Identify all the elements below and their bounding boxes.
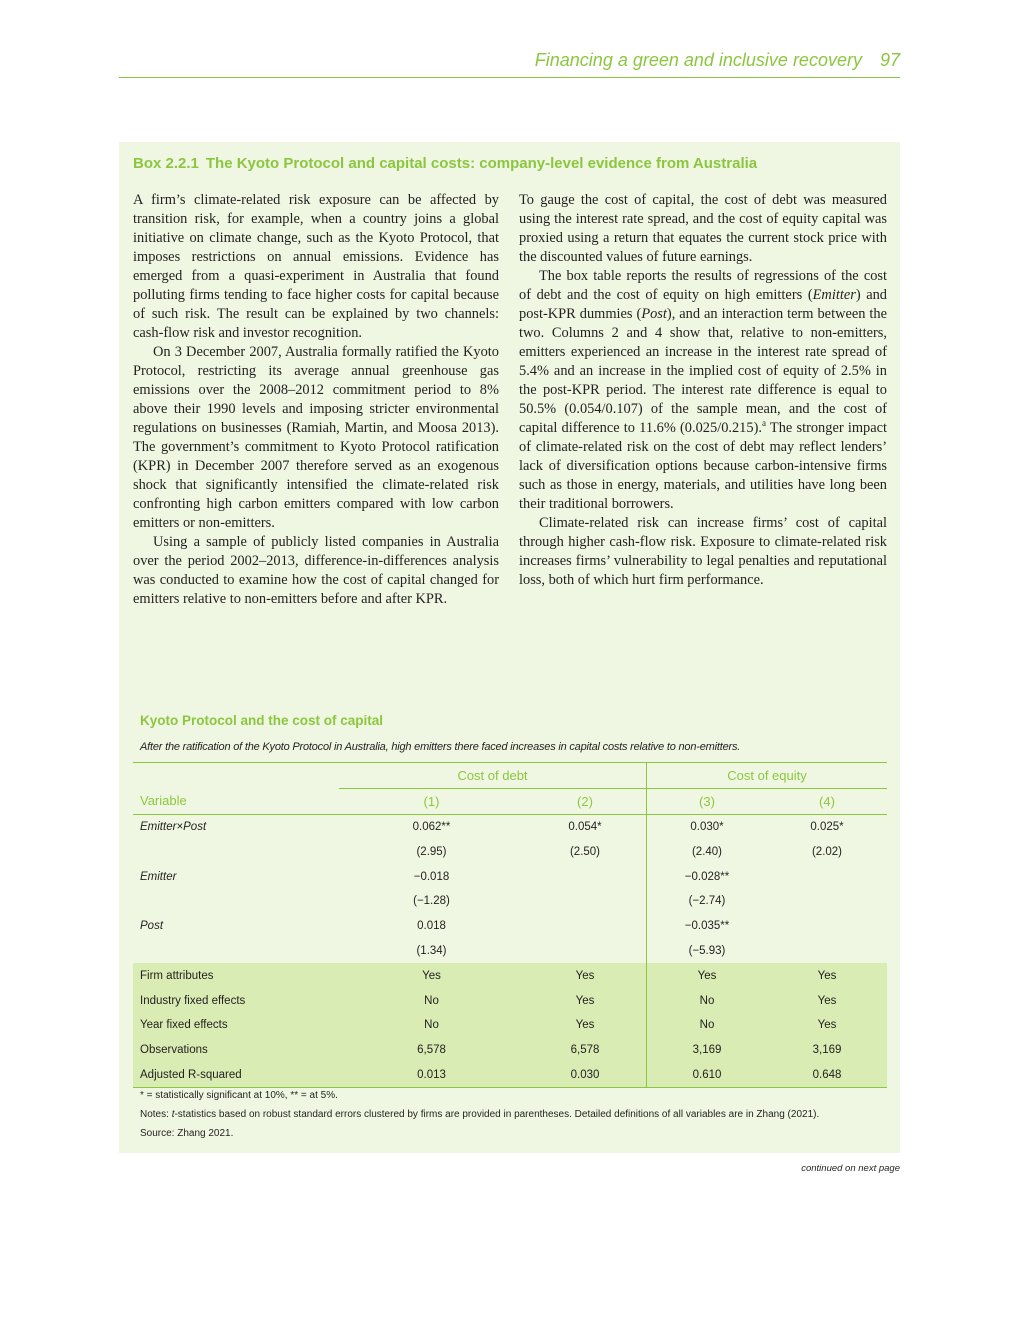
column-header: (4) [767,788,887,814]
continued-note: continued on next page [801,1163,900,1174]
running-header-title: Financing a green and inclusive recovery [534,50,862,70]
table-row: Industry fixed effects No Yes No Yes [133,988,887,1013]
paragraph: The box table reports the results of regressions of the cost of debt and the cost of equity on high emitters (Emitter) and post-KPR dummies (Post), and an interaction term between the two. Columns 2 and 4 show that, relative to non-emitters, emitters experienced an increase in the interest rate spread of 5.4% and an increase in the implied cost of equity of 2.5% in the post-KPR period. The interest rate difference is equal to 50.5% (0.054/0.107) of the sample mean, and the cost of capital difference to 11.6% (0.025/0.215).$^a$ The stronger impact of climate-related risk on the cost of debt may reflect lenders’ lack of diversification options because carbon-intensive firms such as those in energy, materials, and utilities have long been their traditional borrowers. [519,268,888,512]
group-header-debt: Cost of debt [339,763,647,789]
table-row: Post 0.018 −0.035** [133,914,887,939]
box-heading: The Kyoto Protocol and capital costs: company-level evidence from Australia [205,155,758,172]
paragraph: To gauge the cost of capital, the cost of debt was measured using the interest rate spread, and the cost of equity capital was proxied using a return that equates the current stock price with the discounted values of future earnings. [519,192,887,265]
left-column [133,191,499,609]
column-header: (3) [647,788,768,814]
paragraph: Using a sample of publicly listed companies in Australia over the period 2002–2013, difference-in-differences analysis was conducted to examine how the cost of capital changed for emitters relative to non-emitters before and after KPR. [133,534,499,607]
table-row: Observations 6,578 6,578 3,169 3,169 [133,1038,887,1063]
column-header: (1) [339,788,524,814]
table-row: Adjusted R-squared 0.013 0.030 0.610 0.648 [133,1063,887,1088]
box-number: Box 2.2.1 [133,155,199,172]
regression-table [133,762,887,1088]
running-header [119,50,900,78]
table-row: (−1.28) (−2.74) [133,889,887,914]
paragraph: On 3 December 2007, Australia formally ratified the Kyoto Protocol, restricting its average annual greenhouse gas emissions over the 2008–2012 commitment period to 8% above their 1990 levels and imposing stricter environmental regulations on businesses (Ramiah, Martin, and Moosa 2013). The government’s commitment to Kyoto Protocol ratification (KPR) in December 2007 therefore served as an exogenous shock that significantly intensified the climate-related risk confronting high carbon emitters compared with low carbon emitters or non-emitters. [133,344,499,531]
column-header: (2) [524,788,647,814]
box-panel [119,142,900,1153]
paragraph: Climate-related risk can increase firms’ cost of capital through higher cash-flow risk. Exposure to climate-related risk increases firms’ vulnerability to legal penalties and reputational loss, both of which hurt firm performance. [519,515,887,588]
table-subtitle: After the ratification of the Kyoto Protocol in Australia, high emitters there faced increases in capital costs relative to non-emitters. [140,741,741,753]
table-notes: Notes: t-statistics based on robust standard errors clustered by firms are provided in parentheses. Detailed definitions of all variables are in Zhang (2021). [140,1109,820,1120]
table-row: Firm attributes Yes Yes Yes Yes [133,963,887,988]
table-row: (2.95) (2.50) (2.40) (2.02) [133,839,887,864]
right-column [519,191,887,590]
table-row: Year fixed effects No Yes No Yes [133,1013,887,1038]
table-title: Kyoto Protocol and the cost of capital [140,713,384,728]
box-title [133,155,757,172]
table-source: Source: Zhang 2021. [140,1128,234,1139]
page-number: 97 [879,50,900,70]
paragraph: A firm’s climate-related risk exposure can be affected by transition risk, for example, when a country joins a global initiative on climate change, such as the Kyoto Protocol, that imposes restrictions on annual emissions. Evidence has emerged from a quasi-experiment in Australia that found polluting firms tending to face higher costs for capital because of such risk. The result can be explained by two channels: cash-flow risk and investor recognition. [133,192,499,341]
variable-header: Variable [133,788,339,814]
footnote-marker: a [761,418,766,429]
table-row: Emitter×Post 0.062** 0.054* 0.030* 0.025* [133,814,887,839]
table-row: Emitter −0.018 −0.028** [133,864,887,889]
group-header-equity: Cost of equity [647,763,888,789]
table-row: (1.34) (−5.93) [133,939,887,964]
significance-note: * = statistically significant at 10%, ** = at 5%. [140,1090,338,1101]
